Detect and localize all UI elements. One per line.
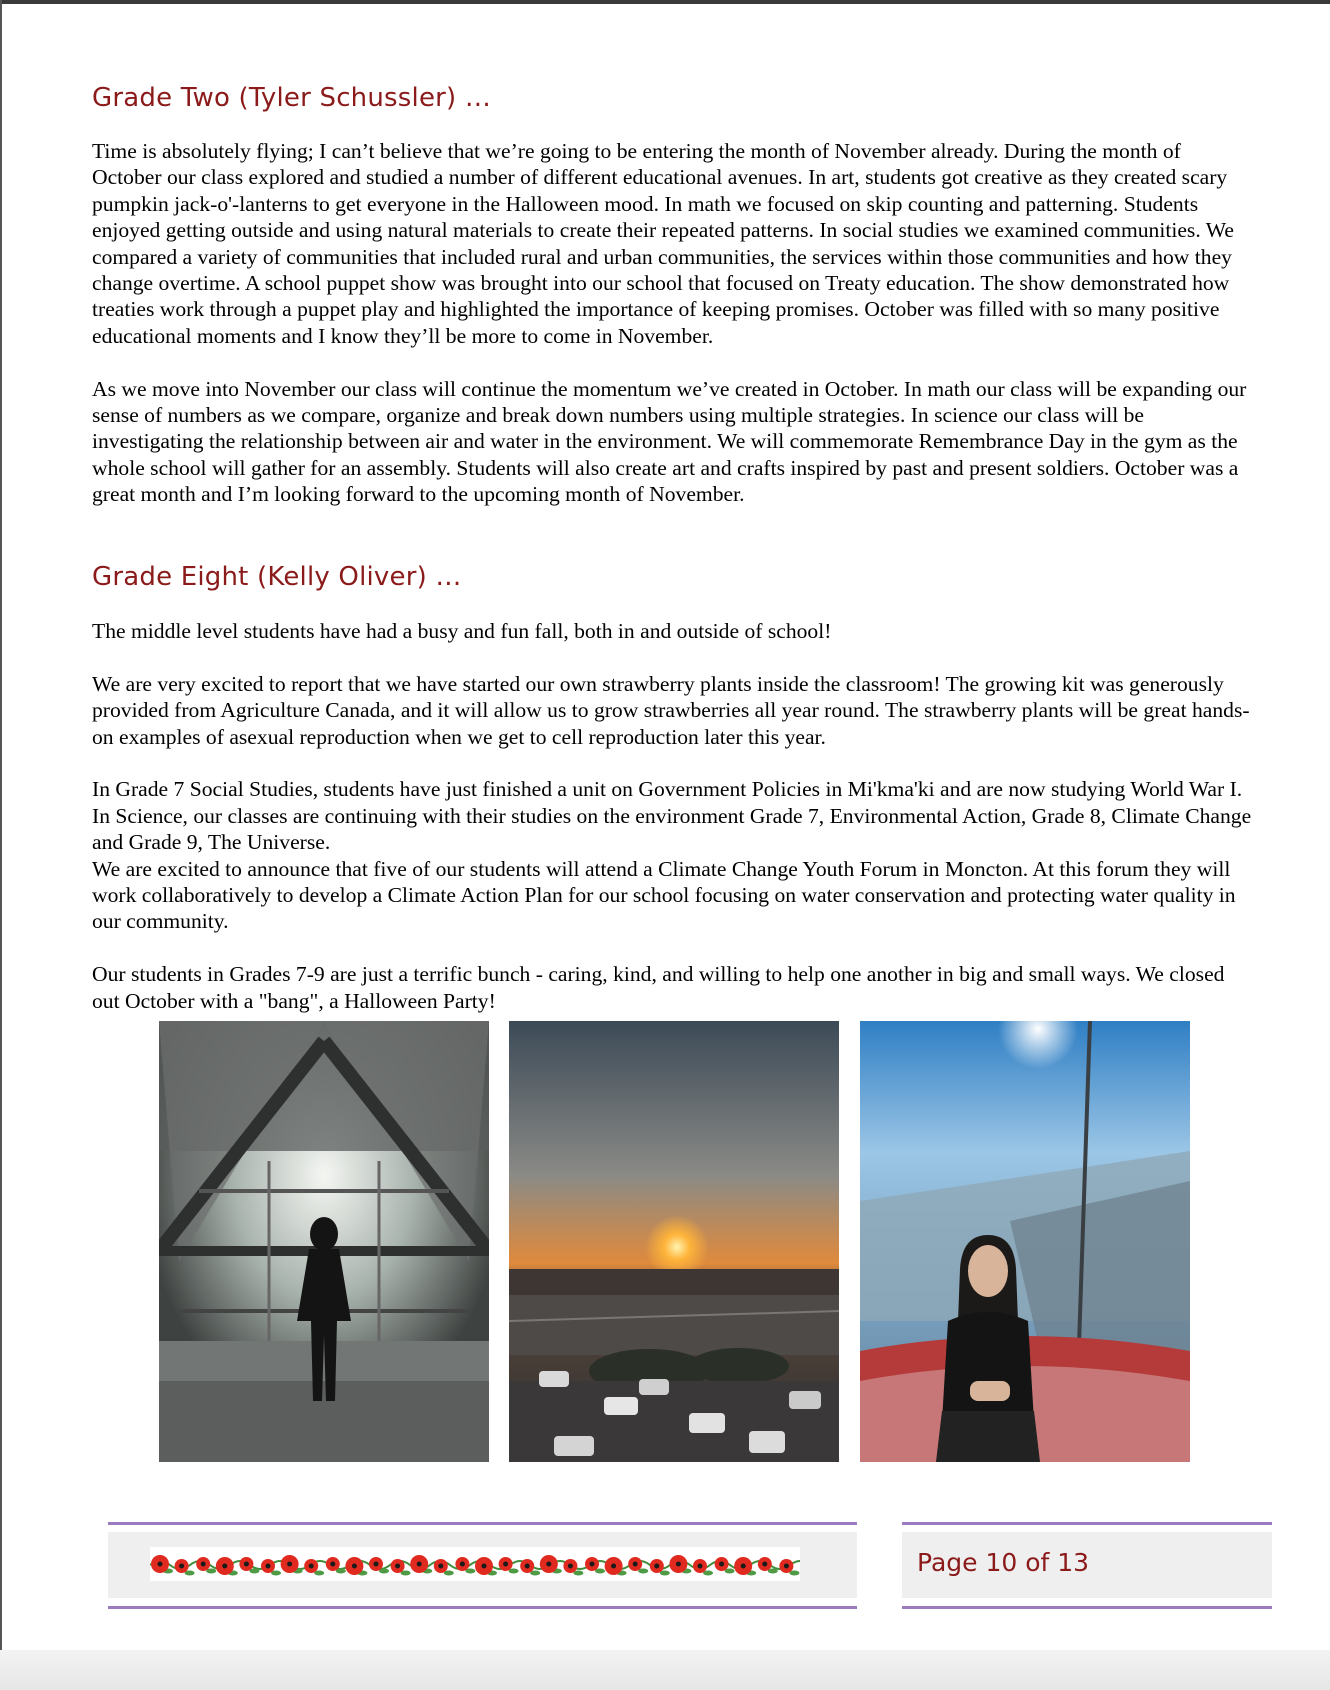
paragraph: We are very excited to report that we have started our own strawberry plants inside the classroom! The growing kit was generously provided from Agriculture Canada, and it will allow us to grow strawberries all year round. The strawberry plants will be great hands-on examples of asexual reproduction when we get to cell reproduction later this year. bbox=[92, 671, 1250, 749]
footer-left-top-rule bbox=[108, 1522, 857, 1525]
paragraph: As we move into November our class will continue the momentum we’ve created in October. In math our class will be expanding our sense of numbers as we compare, organize and break down numbers using multiple strategies. In science our class will be investigating the relationship between air and water in the environment. We will commemorate Remembrance Day in the gym as the whole school will gather for an assembly. Students will also create art and crafts inspired by past and present soldiers. October was a great month and I’m looking forward to the upcoming month of November. bbox=[92, 376, 1247, 507]
poppy-border-icon bbox=[150, 1547, 800, 1581]
silhouette-photo bbox=[159, 1021, 489, 1462]
paragraph: We are excited to announce that five of our students will attend a Climate Change Youth Forum in Moncton. At this forum they will work collaboratively to develop a Climate Action Plan for our school focusing on water conservation and protecting water quality in our community. bbox=[92, 856, 1236, 934]
grade-two-body bbox=[92, 138, 1252, 508]
footer-right-top-rule bbox=[902, 1522, 1272, 1525]
tower-portrait-photo bbox=[860, 1021, 1190, 1462]
footer-left-bottom-rule bbox=[108, 1606, 857, 1609]
viewer-bottom-area bbox=[0, 1650, 1330, 1690]
grade-eight-body bbox=[92, 618, 1252, 1014]
poppy-border-decoration bbox=[150, 1547, 800, 1581]
page-number: Page 10 of 13 bbox=[917, 1548, 1090, 1577]
sunset-photo bbox=[509, 1021, 839, 1462]
paragraph: Time is absolutely flying; I can’t believe that we’re going to be entering the month of November already. During the month of October our class explored and studied a number of different educational avenues. In art, students got creative as they created scary pumpkin jack-o'-lanterns to get everyone in the Halloween mood. In math we focused on skip counting and patterning. Students enjoyed getting outside and using natural materials to create their repeated patterns. In social studies we examined communities. We compared a variety of communities that included rural and urban communities, the services within those communities and how they change overtime. A school puppet show was brought into our school that focused on Treaty education. The show demonstrated how treaties work through a puppet play and highlighted the importance of keeping promises. October was filled with so many positive educational moments and I know they’ll be more to come in November. bbox=[92, 139, 1234, 348]
section-heading-grade-eight: Grade Eight (Kelly Oliver) … bbox=[92, 562, 462, 592]
section-heading-grade-two: Grade Two (Tyler Schussler) … bbox=[92, 83, 492, 113]
paragraph: Our students in Grades 7-9 are just a terrific bunch - caring, kind, and willing to help one another in big and small ways. We closed out October with a "bang", a Halloween Party! bbox=[92, 962, 1225, 1013]
paragraph: In Grade 7 Social Studies, students have just finished a unit on Government Policies in Mi'kma'ki and are now studying World War I. In Science, our classes are continuing with their studies on the environment Grade 7, Environmental Action, Grade 8, Climate Change and Grade 9, The Universe. bbox=[92, 777, 1252, 855]
footer-right-bottom-rule bbox=[902, 1606, 1272, 1609]
paragraph: The middle level students have had a busy and fun fall, both in and outside of school! bbox=[92, 619, 832, 643]
